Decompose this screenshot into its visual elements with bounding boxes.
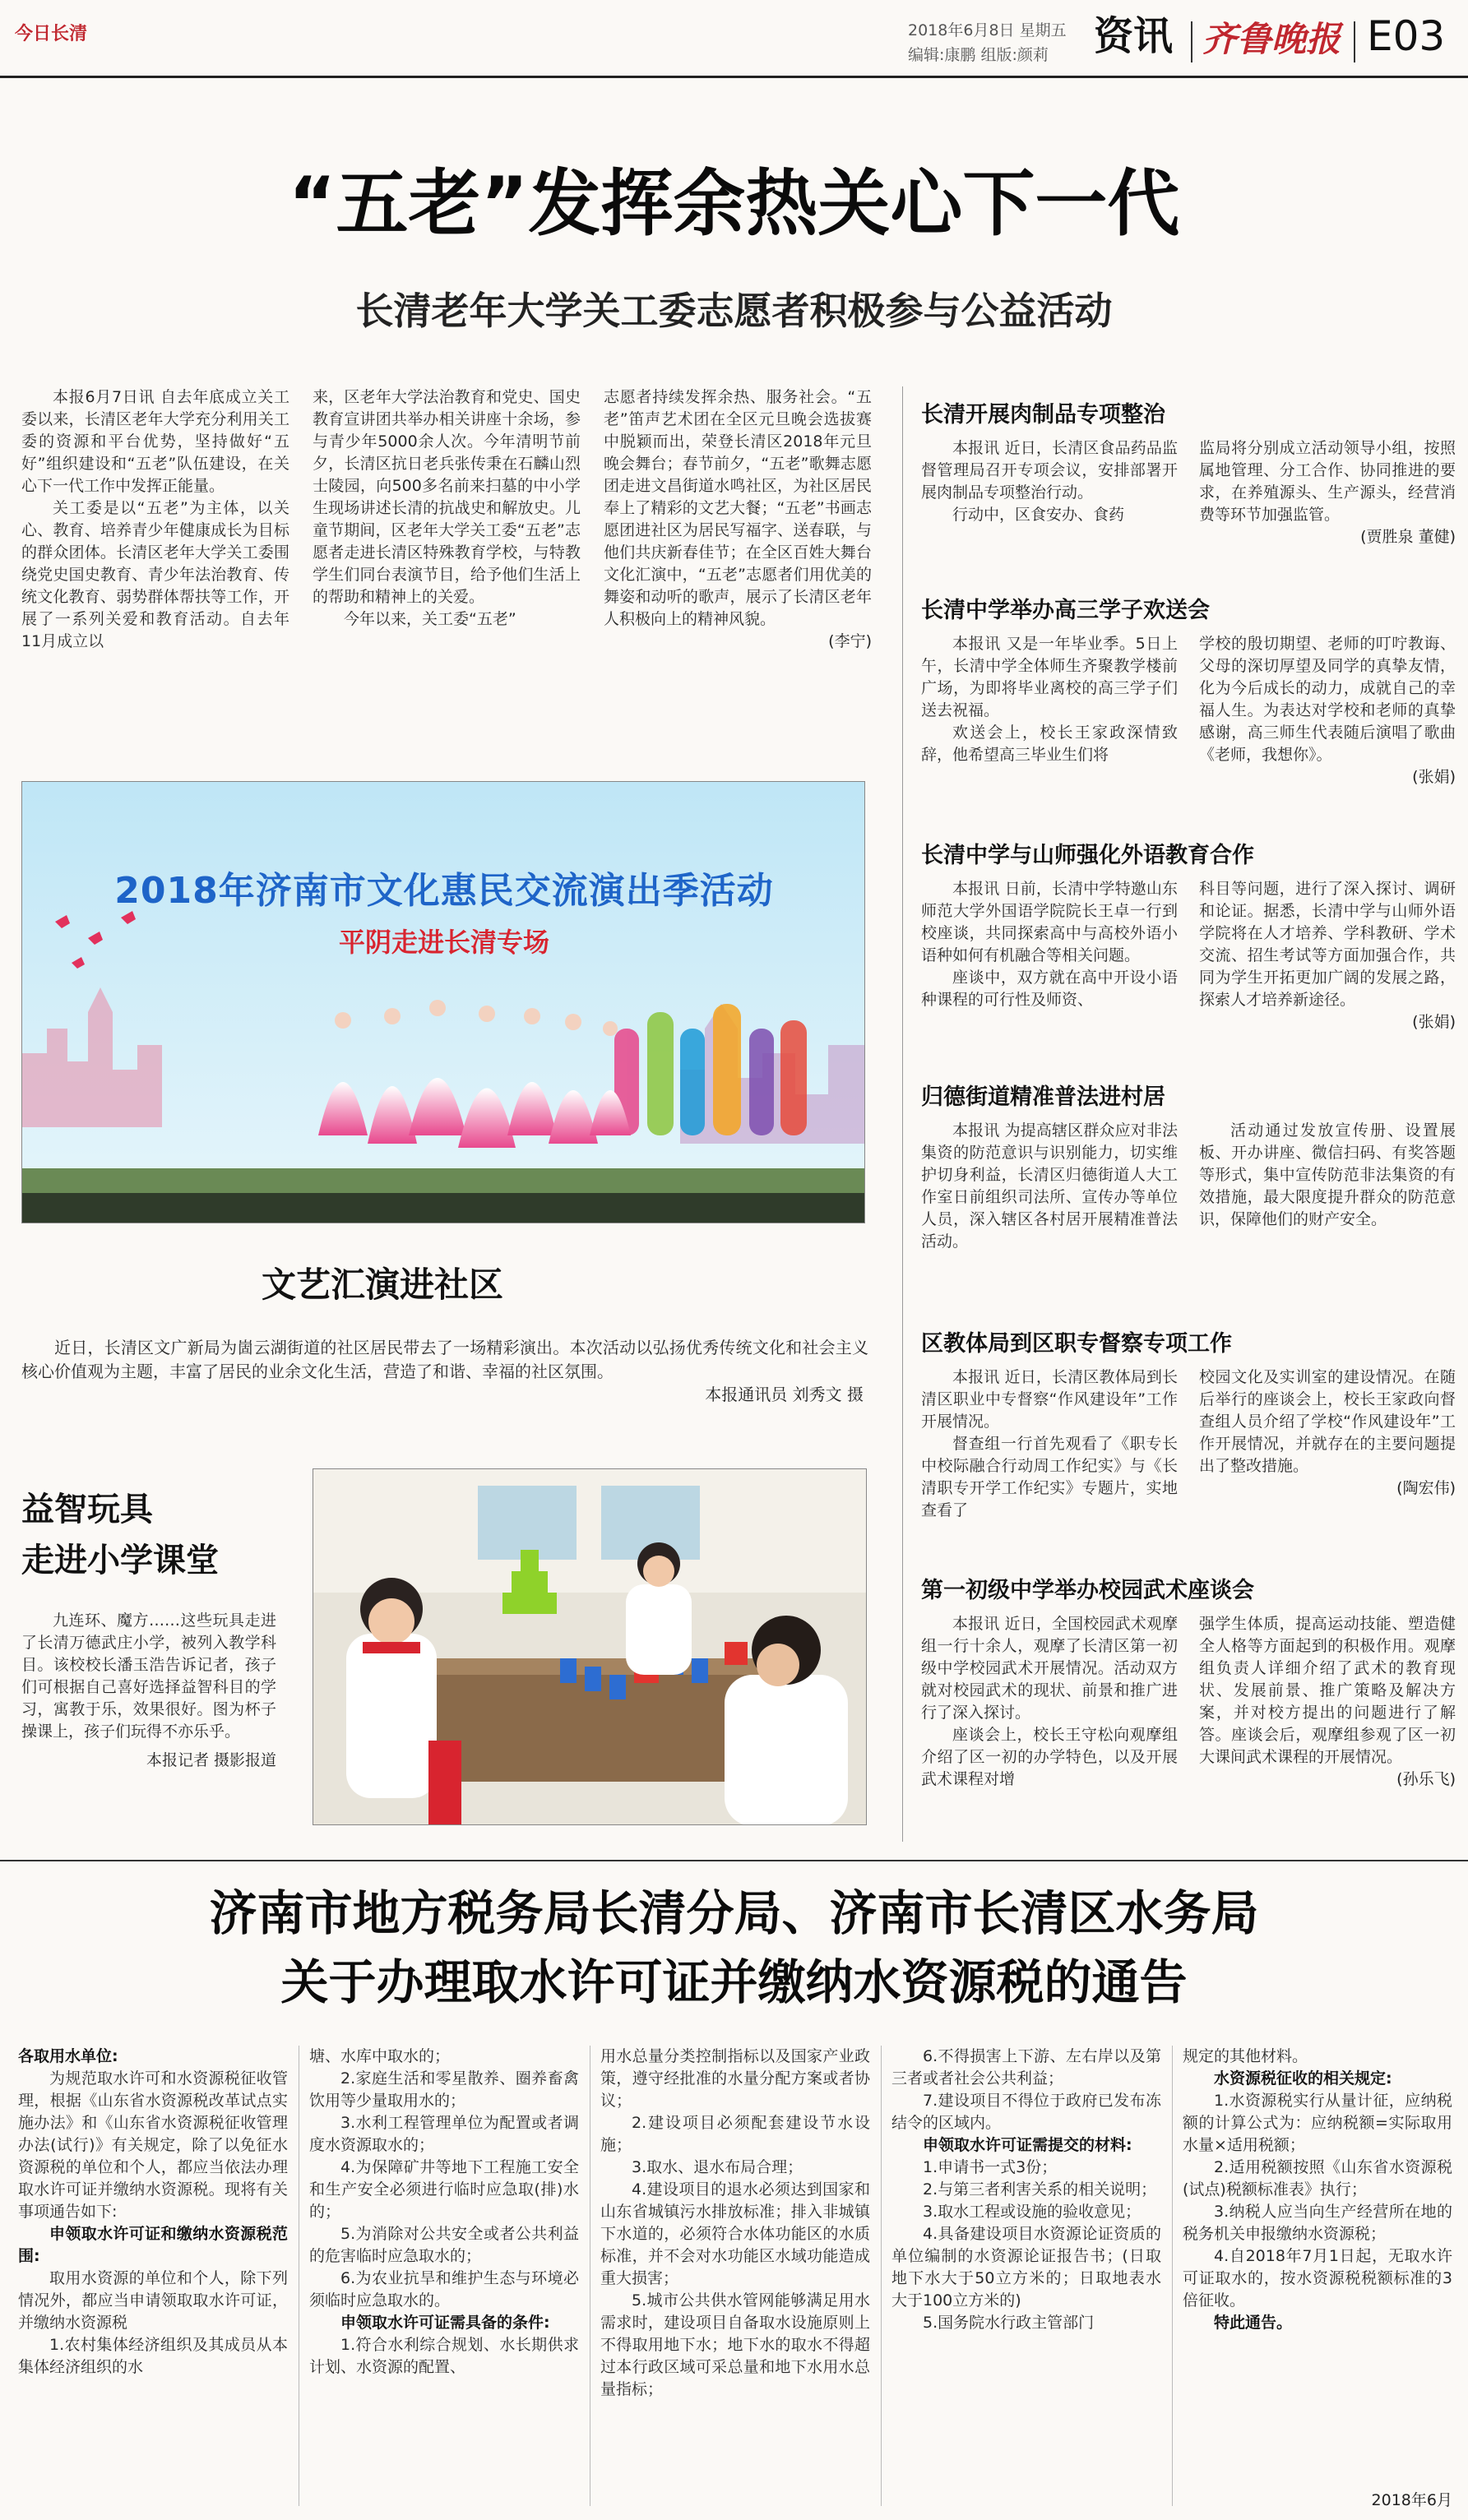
brief-text: 督查组一行首先观看了《职专长中校际融合行动周工作纪实》与《长清职专开学工作纪实》专题片，实地查看了 bbox=[921, 1435, 1178, 1519]
notice-paragraph: 6.不得损害上下游、左右岸以及第三者或者社会公共利益； bbox=[891, 2047, 1161, 2088]
brief-text: 本报讯 近日，长清区食品药品监督管理局召开专项会议，安排部署开展肉制品专项整治行动。 bbox=[921, 439, 1178, 502]
notice-date: 2018年6月 bbox=[1371, 2491, 1452, 2509]
lead-column-3 bbox=[604, 386, 872, 747]
brief-text: 监局将分别成立活动领导小组，按照属地管理、分工合作、协同推进的要求，在养殖源头、生产源头，经营消费等环节加强监管。 bbox=[1199, 439, 1456, 524]
brief-text: 校园文化及实训室的建设情况。在随后举行的座谈会上，校长王家政向督查组人员介绍了学校“作风建设年”工作开展情况，并就存在的主要问题提出了整改措施。 bbox=[1199, 1368, 1456, 1475]
notice-paragraph: 5.国务院水行政主管部门 bbox=[923, 2314, 1095, 2332]
notice-paragraph: 2.建设项目必须配套建设节水设施； bbox=[600, 2114, 870, 2154]
brief-4 bbox=[921, 1084, 1456, 1330]
brief-text: 本报讯 为提高辖区群众应对非法集资的防范意识与识别能力，切实维护切身利益，长清区归德街道人大工作室日前组织司法所、宣传办等单位人员，深入辖区各村居开展精准普法活动。 bbox=[921, 1121, 1178, 1251]
brief-text: 强学生体质，提高运动技能、塑造健全人格等方面起到的积极作用。观摩组负责人详细介绍了武术的教育现状、发展前景、推广策略及解决方案，并对校方提出的问题进行了解答。座谈会后，观摩组参观了区一初大课间武术课程的开展情况。 bbox=[1199, 1615, 1456, 1766]
photo2-caption bbox=[21, 1610, 276, 1772]
brief-text: 欢送会上，校长王家政深情致辞，他希望高三毕业生们将 bbox=[921, 724, 1178, 764]
section-label: 今日长清 bbox=[15, 24, 88, 44]
notice-paragraph: 7.建设项目不得位于政府已发布冻结令的区域内。 bbox=[891, 2092, 1161, 2132]
paper-logo: 齐鲁晚报 bbox=[1202, 19, 1341, 59]
brief-text: 本报讯 近日，长清区教体局到长清区职业中专督察“作风建设年”工作开展情况。 bbox=[921, 1368, 1178, 1431]
header-divider bbox=[1354, 21, 1355, 62]
brief-text: 本报讯 日前，长清中学特邀山东师范大学外国语学院院长王卓一行到校座谈，共同探索高中与高校外语小语种如何有机融合等相关问题。 bbox=[921, 880, 1178, 964]
lead-paragraph: 今年以来，关工委“五老” bbox=[344, 610, 516, 628]
notice-column-2 bbox=[309, 2046, 579, 2506]
notice-paragraph: 1.水资源税实行从量计征，应纳税额的计算公式为：应纳税额=实际取用水量×适用税额； bbox=[1183, 2092, 1452, 2154]
notice-column-3 bbox=[600, 2046, 870, 2506]
notice-heading: 申领取水许可证和缴纳水资源税范围: bbox=[18, 2225, 288, 2265]
caption-text: 九连环、魔方……这些玩具走进了长清万德武庄小学，被列入教学科目。该校校长潘玉浩告诉记者，孩子们可根据自己喜好选择益智科目的学习，寓教于乐，效果很好。图为杯子操课上，孩子们玩得不亦乐乎。 bbox=[21, 1611, 276, 1741]
brief-text: 学校的殷切期望、老师的叮咛教诲、父母的深切厚望及同学的真挚友情，化为今后成长的动力，成就自己的幸福人生。为表达对学校和老师的真挚感谢，高三师生代表随后演唱了歌曲《老师，我想你》。 bbox=[1199, 635, 1456, 764]
column-divider bbox=[881, 2046, 882, 2506]
brief-text: 行动中，区食安办、食药 bbox=[952, 506, 1125, 524]
notice-heading: 水资源税征收的相关规定: bbox=[1214, 2069, 1392, 2088]
notice-paragraph: 取用水资源的单位和个人，除下列情况外，都应当申请领取取水许可证，并缴纳水资源税 bbox=[18, 2269, 288, 2332]
brief-text: 座谈会上，校长王守松向观摩组介绍了区一初的办学特色，以及开展武术课程对增 bbox=[921, 1726, 1178, 1788]
notice-paragraph: 塘、水库中取水的； bbox=[309, 2047, 451, 2065]
photo-performance bbox=[21, 781, 865, 1223]
notice-paragraph: 1.农村集体经济组织及其成员从本集体经济组织的水 bbox=[18, 2336, 288, 2376]
lead-title: “五老”发挥余热关心下一代 bbox=[288, 161, 1180, 246]
notice-heading: 特此通告。 bbox=[1214, 2314, 1293, 2332]
header-rule bbox=[0, 76, 1468, 78]
lead-paragraph: 来，区老年大学法治教育和党史、国史教育宣讲团共举办相关讲座十余场，参与青少年5000余人次。今年清明节前夕，长清区抗日老兵张传秉在石麟山烈士陵园，向500多名前来扫墓的中小学生现场讲述长清的抗战史和解放史。儿童节期间，区老年大学关工委“五老”志愿者走进长清区特殊教育学校，与特教学生们同台表演节目，给予他们生活上的帮助和精神上的关爱。 bbox=[313, 388, 581, 606]
brief-1 bbox=[921, 401, 1456, 590]
notice-paragraph: 4.建设项目的退水必须达到国家和山东省城镇污水排放标准；排入非城镇下水道的，必须符合水体功能区的水质标准，并不会对水功能区水域功能造成重大损害； bbox=[600, 2180, 870, 2287]
photo-credit: 本报记者 摄影报道 bbox=[146, 1751, 276, 1769]
notice-paragraph: 4.自2018年7月1日起，无取水许可证取水的，按水资源税税额标准的3倍征收。 bbox=[1183, 2247, 1452, 2310]
column-divider bbox=[902, 386, 903, 1842]
notice-paragraph: 6.为农业抗旱和维护生态与环境必须临时应急取水的。 bbox=[309, 2269, 579, 2310]
byline: (陶宏伟) bbox=[1396, 1479, 1456, 1497]
photo-classroom bbox=[313, 1468, 867, 1825]
brief-2 bbox=[921, 597, 1456, 832]
brief-text: 活动通过发放宣传册、设置展板、开办讲座、微信扫码、有奖答题等形式，集中宣传防范非法集资的有效措施，最大限度提升群众的防范意识，保障他们的财产安全。 bbox=[1199, 1121, 1456, 1228]
notice-paragraph: 4.具备建设项目水资源论证资质的单位编制的水资源论证报告书；(日取地下水大于50立方米的；日取地表水大于100立方米的) bbox=[891, 2225, 1161, 2310]
notice-rule bbox=[0, 1860, 1468, 1861]
notice-paragraph: 1.符合水利综合规划、水长期供求计划、水资源的配置、 bbox=[309, 2336, 579, 2376]
notice-paragraph: 2.家庭生活和零星散养、圈养畜禽饮用等少量取用水的； bbox=[309, 2069, 579, 2110]
notice-paragraph: 3.纳税人应当向生产经营所在地的税务机关申报缴纳水资源税； bbox=[1183, 2203, 1452, 2243]
lead-column-2 bbox=[313, 386, 581, 747]
lead-subtitle: 长清老年大学关工委志愿者积极参与公益活动 bbox=[355, 289, 1113, 333]
column-divider bbox=[1172, 2046, 1173, 2506]
brief-text: 本报讯 又是一年毕业季。5日上午，长清中学全体师生齐聚教学楼前广场，为即将毕业离校的高三学子们送去祝福。 bbox=[921, 635, 1178, 719]
header-divider bbox=[1191, 21, 1192, 62]
brief-title: 长清开展肉制品专项整治 bbox=[921, 402, 1165, 428]
notice-paragraph: 用水总量分类控制指标以及国家产业政策，遵守经批准的水量分配方案或者协议； bbox=[600, 2047, 870, 2110]
section-name: 资讯 bbox=[1094, 13, 1174, 59]
brief-title: 长清中学与山师强化外语教育合作 bbox=[921, 843, 1254, 868]
brief-3 bbox=[921, 842, 1456, 1077]
notice-title-2: 关于办理取水许可证并缴纳水资源税的通告 bbox=[280, 1954, 1188, 2010]
notice-paragraph: 5.城市公共供水管网能够满足用水需求时，建设项目自备取水设施原则上不得取用地下水；地下水的取水不得超过本行政区域可采总量和地下水用水总量指标； bbox=[600, 2291, 870, 2398]
brief-text: 座谈中，双方就在高中开设小语种课程的可行性及师资、 bbox=[921, 969, 1178, 1009]
byline: (孙乐飞) bbox=[1396, 1770, 1456, 1788]
notice-paragraph: 4.为保障矿井等地下工程施工安全和生产安全必须进行临时应急取(排)水的； bbox=[309, 2158, 579, 2221]
photo1-title: 文艺汇演进社区 bbox=[262, 1265, 504, 1305]
page-number: E03 bbox=[1367, 12, 1446, 60]
lead-paragraph: 关工委是以“五老”为主体，以关心、教育、培养青少年健康成长为目标的群众团体。长清区老年大学关工委围绕党史国史教育、青少年法治教育、传统文化教育、弱势群体帮扶等工作，开展了一系列关爱和教育活动。自去年11月成立以 bbox=[21, 499, 289, 650]
notice-paragraph: 为规范取水许可和水资源税征收管理，根据《山东省水资源税改革试点实施办法》和《山东省水资源税征收管理办法(试行)》有关规定，除了以免征水资源税的单位和个人，都应当依法办理取水许可证并缴纳水资源税。现将有关事项通告如下: bbox=[18, 2069, 288, 2221]
byline: (张娟) bbox=[1412, 1013, 1456, 1031]
brief-text: 科目等问题，进行了深入探讨、调研和论证。据悉，长清中学与山师外语学院将在人才培养、学科教研、学术交流、招生考试等方面加强合作，共同为学生开拓更加广阔的发展之路，探索人才培养新途径。 bbox=[1199, 880, 1456, 1009]
notice-title-1: 济南市地方税务局长清分局、济南市长清区水务局 bbox=[209, 1885, 1259, 1941]
banner-text: 2018年济南市文化惠民交流演出季活动 bbox=[114, 870, 774, 912]
photo2-title-1: 益智玩具 bbox=[21, 1491, 153, 1528]
notice-paragraph: 1.申请书一式3份； bbox=[923, 2158, 1058, 2176]
brief-text: 本报讯 近日，全国校园武术观摩组一行十余人，观摩了长清区第一初级中学校园武术开展情况。活动双方就对校园武术的现状、前景和推广进行了深入探讨。 bbox=[921, 1615, 1178, 1722]
brief-title: 第一初级中学举办校园武术座谈会 bbox=[921, 1578, 1254, 1603]
brief-title: 区教体局到区职专督察专项工作 bbox=[921, 1331, 1232, 1357]
byline: (张娟) bbox=[1412, 768, 1456, 786]
notice-column-4 bbox=[891, 2046, 1161, 2506]
photo-credit: 本报通讯员 刘秀文 摄 bbox=[705, 1385, 864, 1404]
brief-title: 归德街道精准普法进村居 bbox=[921, 1084, 1165, 1110]
photo1-caption bbox=[21, 1336, 868, 1406]
notice-column-5 bbox=[1183, 2046, 1452, 2485]
notice-paragraph: 2.适用税额按照《山东省水资源税(试点)税额标准表》执行； bbox=[1183, 2158, 1452, 2199]
lead-paragraph: 志愿者持续发挥余热、服务社会。“五老”笛声艺术团在全区元旦晚会选拔赛中脱颖而出，荣登长清区2018年元旦晚会舞台；春节前夕，“五老”歌舞志愿团走进文昌街道水鸣社区，为社区居民奉上了精彩的文艺大餐；“五老”书画志愿团进社区为居民写福字、送春联，与他们共庆新春佳节；在全区百姓大舞台文化汇演中，“五老”志愿者们用优美的舞姿和动听的歌声，展示了长清区老年人积极向上的精神风貌。 bbox=[604, 388, 872, 628]
byline: (贾胜泉 董健) bbox=[1360, 528, 1456, 546]
notice-column-1 bbox=[18, 2046, 288, 2506]
brief-6 bbox=[921, 1577, 1456, 1848]
notice-paragraph: 2.与第三者利害关系的相关说明； bbox=[923, 2180, 1157, 2199]
notice-heading: 申领取水许可证需具备的条件: bbox=[340, 2314, 550, 2332]
photo2-title-2: 走进小学课堂 bbox=[21, 1542, 219, 1579]
notice-heading: 各取用水单位: bbox=[18, 2047, 118, 2065]
notice-paragraph: 3.取水工程或设施的验收意见； bbox=[923, 2203, 1142, 2221]
notice-paragraph: 3.取水、退水布局合理； bbox=[632, 2158, 803, 2176]
banner-subtext: 平阴走进长清专场 bbox=[338, 927, 549, 958]
notice-paragraph: 5.为消除对公共安全或者公共利益的危害临时应急取水的； bbox=[309, 2225, 579, 2265]
byline: (李宁) bbox=[828, 632, 872, 650]
brief-title: 长清中学举办高三学子欢送会 bbox=[921, 598, 1210, 623]
lead-paragraph: 本报6月7日讯 自去年底成立关工委以来，长清区老年大学充分利用关工委的资源和平台优势，坚持做好“五好”组织建设和“五老”队伍建设，在关心下一代工作中发挥正能量。 bbox=[21, 388, 289, 495]
notice-paragraph: 3.水利工程管理单位为配置或者调度水资源取水的； bbox=[309, 2114, 579, 2154]
brief-5 bbox=[921, 1330, 1456, 1577]
lead-column-1 bbox=[21, 386, 289, 747]
notice-paragraph: 规定的其他材料。 bbox=[1183, 2047, 1308, 2065]
editor-line: 编辑:康鹏 组版:颜莉 bbox=[908, 46, 1049, 64]
date-line: 2018年6月8日 星期五 bbox=[908, 21, 1067, 39]
notice-heading: 申领取水许可证需提交的材料: bbox=[923, 2136, 1132, 2154]
caption-text: 近日，长清区文广新局为崮云湖街道的社区居民带去了一场精彩演出。本次活动以弘扬优秀传统文化和社会主义核心价值观为主题，丰富了居民的业余文化生活，营造了和谐、幸福的社区氛围。 bbox=[21, 1338, 868, 1381]
